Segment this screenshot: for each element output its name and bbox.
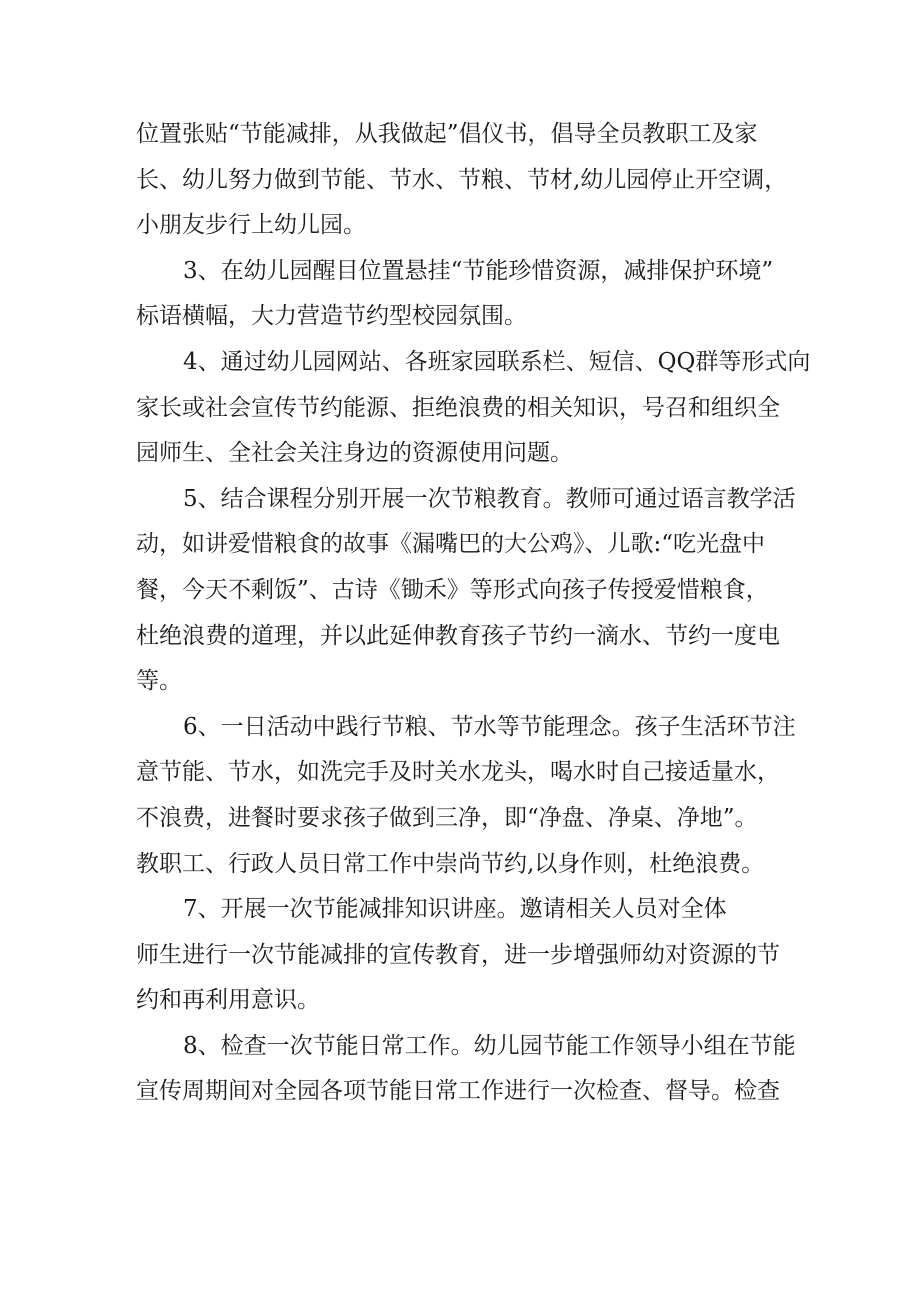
text-line: 意节能、节水，如洗完手及时关水龙头，喝水时自己接适量水， — [136, 759, 780, 786]
text-line: 7、开展一次节能减排知识讲座。邀请相关人员对全体 — [183, 896, 727, 923]
text-line: 位置张贴“节能减排，从我做起”倡仪书，倡导全员教职工及家 — [136, 121, 758, 147]
paragraph-7 — [136, 887, 786, 1024]
text-line: 约和再利用意识。 — [136, 987, 320, 1014]
text-line: 标语横幅，大力营造节约型校园氛围。 — [136, 303, 527, 330]
text-line: 不浪费，进餐时要求孩子做到三净，即“净盘、净桌、净地”。 — [136, 804, 758, 831]
text-line: 3、在幼儿园醒目位置悬挂“节能珍惜资源，减排保护环境” — [183, 257, 774, 284]
paragraph-4 — [136, 340, 811, 477]
paragraph-3 — [136, 249, 786, 340]
text-line: 师生进行一次节能减排的宣传教育，进一步增强师幼对资源的节 — [136, 941, 780, 968]
text-line: 8、检查一次节能日常工作。幼儿园节能工作领导小组在节能 — [183, 1032, 796, 1059]
text-line: 小朋友步行上幼儿园。 — [136, 212, 366, 239]
paragraph-8 — [136, 1024, 796, 1115]
text-line: 等。 — [136, 668, 182, 695]
document-body — [136, 112, 811, 1115]
text-line: 5、结合课程分别开展一次节粮教育。教师可通过语言教学活 — [183, 485, 796, 512]
text-line: 教职工、行政人员日常工作中崇尚节约,以身作则，杜绝浪费。 — [136, 850, 765, 877]
text-line: 6、一日活动中践行节粮、节水等节能理念。孩子生活环节注 — [183, 713, 796, 740]
text-line: 宣传周期间对全园各项节能日常工作进行一次检查、督导。检查 — [136, 1078, 780, 1105]
paragraph-6 — [136, 705, 796, 887]
text-line: 4、通过幼儿园网站、各班家园联系栏、短信、QQ群等形式向 — [183, 348, 811, 375]
paragraph-2-continued — [136, 112, 786, 249]
text-line: 动，如讲爱惜粮食的故事《漏嘴巴的大公鸡》、儿歌:“吃光盘中 — [136, 531, 766, 558]
text-line: 杜绝浪费的道理，并以此延伸教育孩子节约一滴水、节约一度电 — [136, 622, 780, 649]
paragraph-5 — [136, 477, 796, 705]
text-line: 餐，今天不剩饭”、古诗《锄禾》等形式向孩子传授爱惜粮食， — [136, 576, 769, 603]
text-line: 园师生、全社会关注身边的资源使用问题。 — [136, 440, 573, 467]
text-line: 长、幼儿努力做到节能、节水、节粮、节材,幼儿园停止开空调， — [136, 166, 788, 193]
text-line: 家长或社会宣传节约能源、拒绝浪费的相关知识，号召和组织全 — [136, 394, 780, 421]
